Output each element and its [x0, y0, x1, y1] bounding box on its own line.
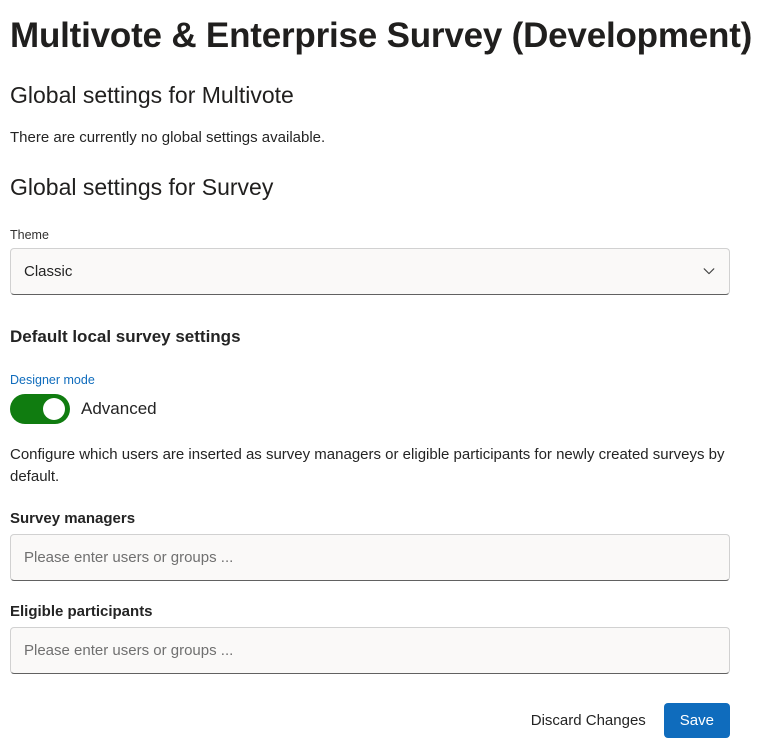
eligible-participants-label: Eligible participants: [10, 602, 153, 620]
form-actions: [527, 703, 730, 738]
eligible-participants-input[interactable]: [10, 627, 730, 674]
multivote-section-heading: Global settings for Multivote: [10, 82, 294, 109]
designer-mode-row: [10, 394, 730, 424]
designer-mode-state-label: Advanced: [81, 399, 157, 419]
discard-changes-button[interactable]: Discard Changes: [527, 704, 650, 737]
survey-managers-label: Survey managers: [10, 509, 136, 527]
theme-label: Theme: [10, 227, 49, 242]
theme-select[interactable]: [10, 248, 730, 295]
save-button[interactable]: Save: [664, 703, 730, 738]
eligible-participants-placeholder: Please enter users or groups ...: [24, 641, 234, 659]
multivote-empty-text: There are currently no global settings available.: [10, 128, 326, 146]
page-title: Multivote & Enterprise Survey (Development): [10, 16, 753, 55]
chevron-down-icon: [702, 264, 716, 278]
toggle-knob: [43, 398, 65, 420]
survey-section-heading: Global settings for Survey: [10, 174, 274, 201]
theme-selected-value: Classic: [24, 262, 73, 280]
survey-managers-placeholder: Please enter users or groups ...: [24, 548, 234, 566]
designer-mode-label: Designer mode: [10, 373, 95, 388]
default-local-settings-heading: Default local survey settings: [10, 326, 241, 346]
defaults-description: Configure which users are inserted as survey managers or eligible participants for newly created surveys by default.: [10, 446, 725, 485]
designer-mode-toggle[interactable]: [10, 394, 70, 424]
survey-managers-input[interactable]: [10, 534, 730, 581]
